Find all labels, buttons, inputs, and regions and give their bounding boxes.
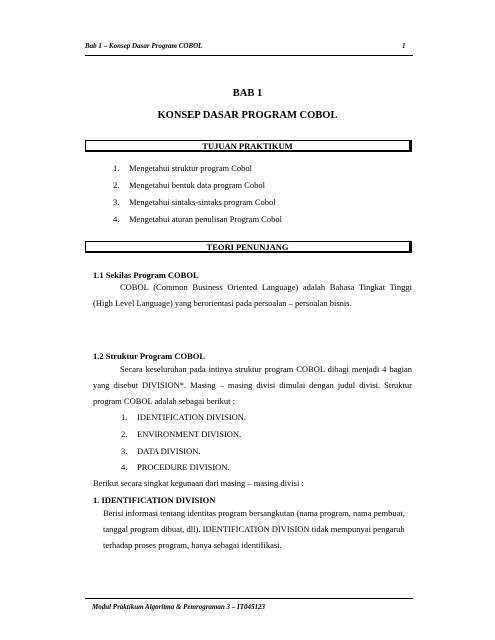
page-number: 1 <box>402 42 406 50</box>
objective-item: 3. Mengetahui sintaks-sintaks program Cobol <box>113 197 276 207</box>
header-rule <box>85 55 413 56</box>
paragraph: Berikut secara singkat kegunaan dari masing – masing divisi : <box>93 478 304 488</box>
objective-item: 2. Mengetahui bentuk data program Cobol <box>113 180 265 190</box>
division-item: 2. ENVIRONMENT DIVISION. <box>121 429 242 439</box>
subsection-title: 1. IDENTIFICATION DIVISION <box>93 495 216 505</box>
tujuan-heading: TUJUAN PRAKTIKUM <box>85 140 412 152</box>
running-footer: Modul Praktikum Algoritma & Pemrograman 3 – IT045123 <box>92 603 266 611</box>
footer-rule <box>85 598 413 599</box>
running-header: Bab 1 – Konsep Dasar Program COBOL <box>85 42 203 50</box>
section-body: Secara keseluruhan pada intinya struktur program COBOL dibagi menjadi 4 bagian yang disebut DIVISION*. Masing – masing divisi dimulai dengan judul divisi. Struktur program COBOL adalah sebagai berikut : <box>93 364 412 406</box>
teori-heading: TEORI PENUNJANG <box>85 241 412 253</box>
subsection-body: Berisi informasi tentang identitas program bersangkutan (nama program, nama pembuat, tanggal program dibuat, dll). IDENTIFICATION DIVISION tidak mempunyai pengaruh terhadap proses program, hanya sebagai identifikasi. <box>103 508 405 550</box>
objective-item: 4. Mengetahui aturan penulisan Program Cobol <box>113 214 282 224</box>
chapter-title: KONSEP DASAR PROGRAM COBOL <box>157 110 338 121</box>
division-item: 3. DATA DIVISION. <box>121 446 201 456</box>
objective-item: 1. Mengetahui struktur program Cobol <box>113 163 252 173</box>
section-body: COBOL (Common Business Oriented Language) adalah Bahasa Tingkat Tinggi (High Level Language) yang berorientasi pada persoalan – persoalan bisnis. <box>93 282 412 308</box>
section-title: 1.2 Struktur Program COBOL <box>93 351 206 361</box>
division-item: 4. PROCEDURE DIVISION. <box>121 462 230 472</box>
section-title: 1.1 Sekilas Program COBOL <box>93 270 199 280</box>
chapter-number: BAB 1 <box>232 88 263 99</box>
division-item: 1. IDENTIFICATION DIVISION. <box>121 412 247 422</box>
